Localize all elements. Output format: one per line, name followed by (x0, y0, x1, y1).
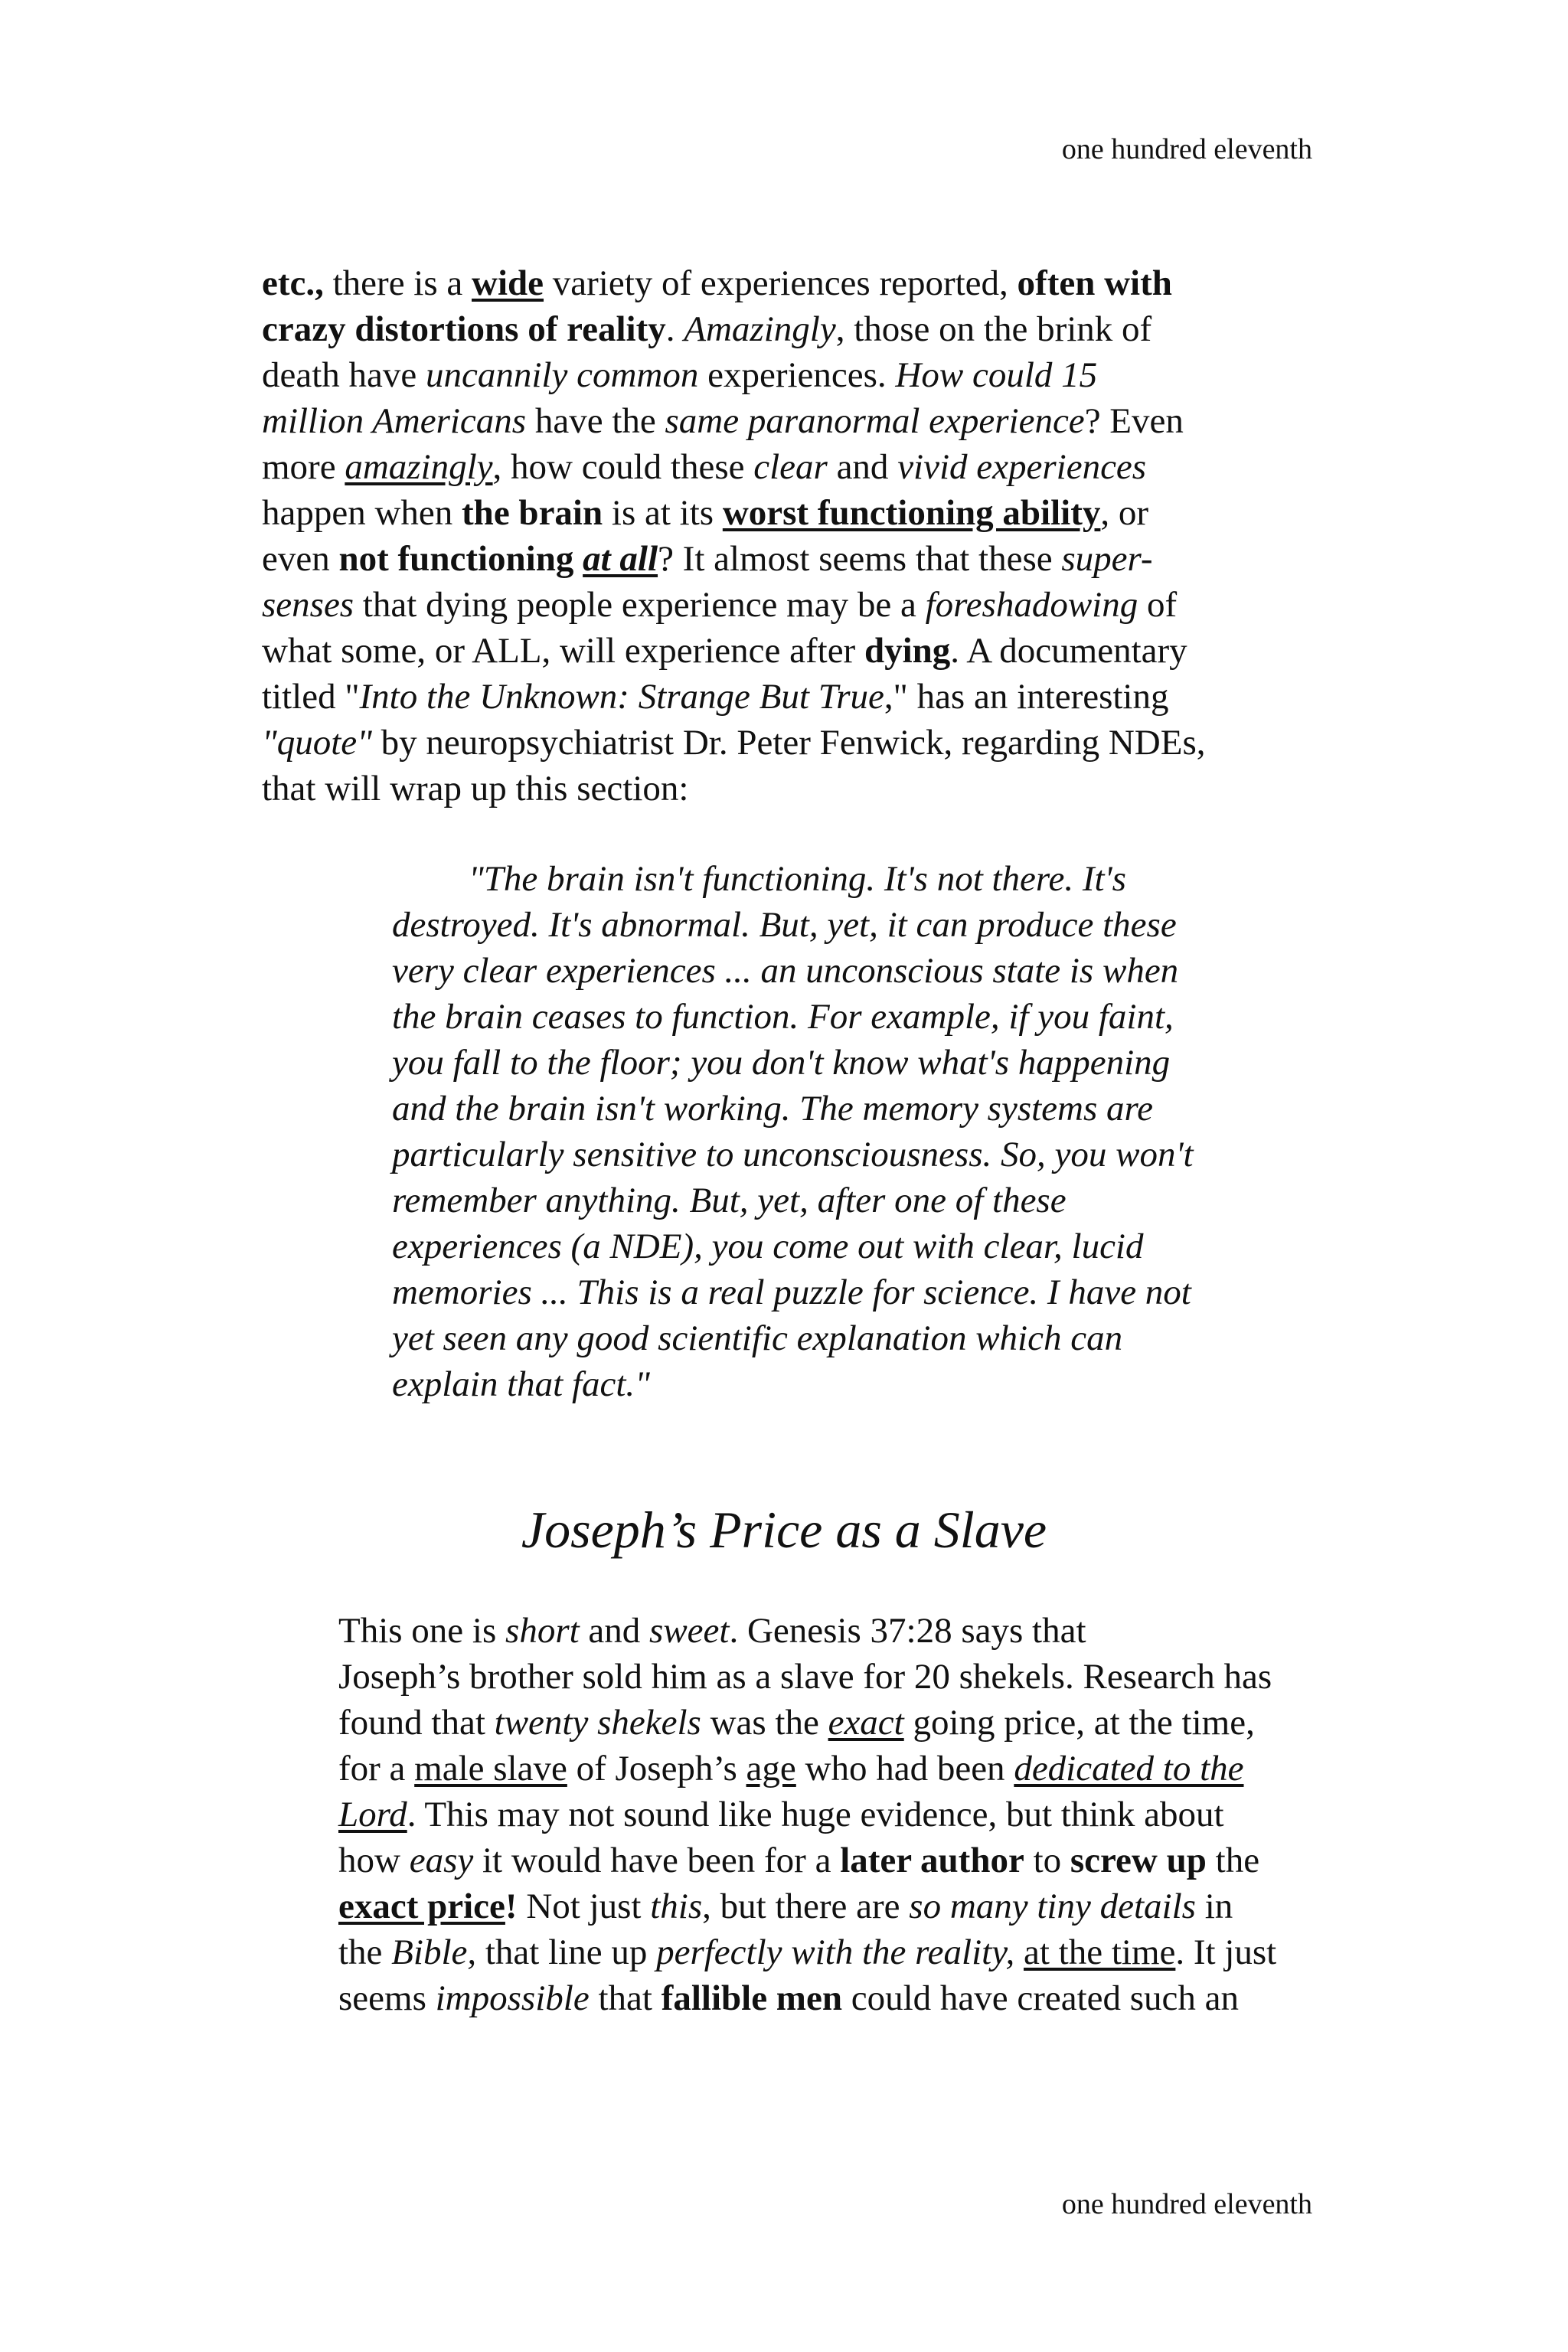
text-run: and (827, 447, 898, 487)
text-run: male slave (414, 1749, 567, 1788)
text-run: have the (526, 401, 665, 441)
text-line (262, 536, 1341, 582)
text-run: exact (828, 1703, 904, 1743)
text-line (262, 1654, 1341, 1700)
text-run: later author (840, 1841, 1024, 1880)
text-run: super- (1061, 539, 1153, 579)
text-run: crazy distortions of reality (262, 309, 666, 349)
text-run: the (338, 1932, 392, 1972)
text-run: Joseph’s brother sold him as a slave for 20 shekels. Research has (338, 1657, 1272, 1697)
text-run: to (1024, 1841, 1070, 1880)
text-line (262, 1883, 1341, 1929)
text-run: vivid experiences (897, 447, 1147, 487)
quote-line: destroyed. It's abnormal. But, yet, it can produce these (392, 905, 1177, 945)
text-run: impossible (435, 1978, 590, 2018)
text-run: , how could these (492, 447, 754, 487)
text-run: that dying people experience may be a (354, 585, 926, 625)
text-run: How could 15 (895, 355, 1098, 395)
text-run: what some, or ALL, will experience after (262, 631, 864, 671)
text-run: in (1195, 1886, 1233, 1926)
text-run: how (338, 1841, 410, 1880)
text-run: ! (505, 1886, 518, 1926)
text-run: the (1206, 1841, 1260, 1880)
text-run: perfectly with the reality, (656, 1932, 1015, 1972)
text-run: clear (753, 447, 828, 487)
text-run: ," has an interesting (884, 677, 1169, 717)
text-line (262, 582, 1341, 628)
text-run: twenty shekels (494, 1703, 701, 1743)
text-line (262, 1746, 1341, 1792)
text-line (262, 1838, 1341, 1883)
text-line (262, 306, 1341, 352)
text-run: at all (583, 539, 658, 579)
text-run: titled " (262, 677, 360, 717)
text-run: that (589, 1978, 662, 2018)
text-run: by neuropsychiatrist Dr. Peter Fenwick, regarding NDEs, (371, 723, 1206, 763)
text-run: . A documentary (950, 631, 1187, 671)
text-run: , or (1100, 493, 1149, 533)
text-line (262, 490, 1341, 536)
text-run: ? It almost seems that these (658, 539, 1062, 579)
text-run: screw up (1070, 1841, 1207, 1880)
text-run: was the (701, 1703, 828, 1743)
text-run: foreshadowing (925, 585, 1138, 625)
text-run: wide (472, 263, 544, 303)
text-run: Bible, (391, 1932, 477, 1972)
text-run: Not just (517, 1886, 651, 1926)
text-run: worst functioning ability (722, 493, 1101, 533)
text-run: the brain (462, 493, 603, 533)
text-line (262, 1608, 1341, 1654)
body-paragraph-joseph (262, 1608, 1341, 2021)
text-run: this (650, 1886, 703, 1926)
text-run: not functioning (338, 539, 574, 579)
text-line (262, 444, 1341, 490)
text-run: "quote" (262, 723, 372, 763)
text-run: etc., (262, 263, 324, 303)
text-line (262, 720, 1341, 766)
text-run: variety of experiences reported, (544, 263, 1018, 303)
text-line (262, 628, 1341, 674)
text-run: of (1138, 585, 1178, 625)
quote-line: yet seen any good scientific explanation which can (392, 1318, 1123, 1358)
text-line (262, 352, 1341, 398)
text-run: of Joseph’s (567, 1749, 746, 1788)
quote-line: you fall to the floor; you don't know what's happening (392, 1043, 1171, 1083)
text-run: dying (864, 631, 951, 671)
text-run: Into the Unknown: Strange But True (359, 677, 884, 717)
quote-line: very clear experiences ... an unconscious state is when (392, 951, 1179, 991)
text-run: who had been (795, 1749, 1014, 1788)
quote-line: particularly sensitive to unconsciousness. So, you won't (392, 1135, 1194, 1174)
text-run: exact price (338, 1886, 505, 1926)
page-header: one hundred eleventh (1061, 133, 1312, 165)
text-run: , but there are (702, 1886, 910, 1926)
text-run: death have (262, 355, 426, 395)
text-run: This one is (338, 1611, 506, 1651)
text-run: even (262, 539, 339, 579)
text-line (262, 1792, 1341, 1838)
text-run: it would have been for a (473, 1841, 841, 1880)
text-run: is at its (603, 493, 723, 533)
text-line (262, 766, 1341, 812)
text-run: age (746, 1749, 796, 1788)
text-run: fallible men (661, 1978, 842, 2018)
text-run: happen when (262, 493, 462, 533)
text-line (262, 260, 1341, 306)
block-quote-fenwick (392, 856, 1341, 1407)
quote-line: experiences (a NDE), you come out with clear, lucid (392, 1227, 1144, 1266)
page-footer: one hundred eleventh (1061, 2188, 1312, 2220)
text-run: seems (338, 1978, 436, 2018)
text-run: amazingly (345, 447, 493, 487)
text-run (1014, 1932, 1024, 1972)
text-run: often with (1017, 263, 1172, 303)
text-run: sweet (649, 1611, 730, 1651)
text-line (262, 1929, 1341, 1975)
text-run: short (505, 1611, 580, 1651)
text-run: that will wrap up this section: (262, 769, 689, 808)
text-run: going price, at the time, (903, 1703, 1255, 1743)
text-run: . Genesis 37:28 says that (729, 1611, 1086, 1651)
text-run: . It just (1175, 1932, 1277, 1972)
text-run: same paranormal experience (665, 401, 1085, 441)
quote-line: "The brain isn't functioning. It's not there. It's (469, 859, 1126, 899)
text-run: dedicated to the (1014, 1749, 1244, 1788)
text-line (262, 1700, 1341, 1746)
text-run (573, 539, 583, 579)
text-run: . This may not sound like huge evidence, but think about (407, 1795, 1224, 1834)
section-heading: Joseph’s Price as a Slave (521, 1501, 1047, 1559)
text-run: Lord (338, 1795, 407, 1834)
text-run: that line up (476, 1932, 657, 1972)
text-run: at the time (1023, 1932, 1176, 1972)
text-run: , those on the brink of (835, 309, 1152, 349)
text-line (262, 1975, 1341, 2021)
text-line (262, 398, 1341, 444)
text-run: more (262, 447, 345, 487)
quote-line: the brain ceases to function. For example, if you faint, (392, 997, 1174, 1037)
body-paragraph-intro (262, 260, 1341, 812)
text-run: for a (338, 1749, 415, 1788)
text-run: and (579, 1611, 650, 1651)
text-run: ? Even (1084, 401, 1184, 441)
text-run: uncannily common (426, 355, 699, 395)
text-run: Amazingly (684, 309, 836, 349)
quote-line: and the brain isn't working. The memory systems are (392, 1089, 1153, 1129)
text-run: there is a (323, 263, 472, 303)
text-line (262, 674, 1341, 720)
text-run: experiences. (698, 355, 896, 395)
text-run: million Americans (262, 401, 527, 441)
text-run: . (665, 309, 684, 349)
quote-line: explain that fact." (392, 1364, 650, 1404)
quote-line: remember anything. But, yet, after one of these (392, 1181, 1067, 1220)
text-run: found that (338, 1703, 495, 1743)
text-run: could have created such an (841, 1978, 1240, 2018)
text-run: easy (409, 1841, 474, 1880)
quote-line: memories ... This is a real puzzle for science. I have not (392, 1272, 1191, 1312)
text-run: senses (262, 585, 354, 625)
text-run: so many tiny details (909, 1886, 1196, 1926)
